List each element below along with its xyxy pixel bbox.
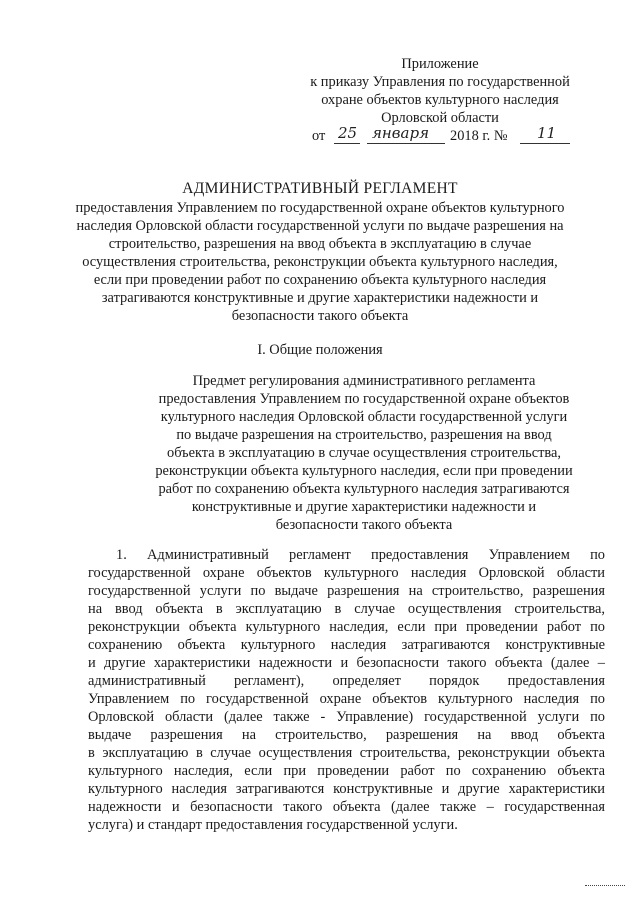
appendix-order-ref: к приказу Управления по государственной [310,74,570,90]
appendix-date-row [312,124,592,147]
paragraph-line: Орловской области (далее также - Управление) государственной услуги по [88,709,605,725]
date-number-underline [520,143,570,144]
paragraph-line: выдаче разрешения на строительство, разрешения на ввод объекта [88,727,605,743]
subject-line: по выдаче разрешения на строительство, разрешения на ввод [176,427,552,443]
date-month-handwritten: января [372,124,430,142]
date-prefix: от [312,128,326,144]
paragraph-line: надежности и безопасности такого объекта (далее также – государственная [88,799,605,815]
date-day-underline [334,143,360,144]
subject-line: объекта в эксплуатацию в случае осуществления строительства, [167,445,561,461]
subject-line: культурного наследия Орловской области государственной услуги [160,409,568,425]
subtitle-line: строительство, разрешения на ввод объекта в эксплуатацию в случае [108,236,532,252]
subject-line: предоставления Управлением по государственной охране объектов [158,391,570,407]
subtitle-line: осуществления строительства, реконструкции объекта культурного наследия, [82,254,558,270]
subtitle-line: наследия Орловской области государственной услуги по выдаче разрешения на [76,218,564,234]
subtitle-line: безопасности такого объекта [231,308,409,324]
date-day-handwritten: 25 [338,124,358,142]
paragraph-line-last: услуга) и стандарт предоставления государственной услуги. [88,817,458,833]
subject-line: конструктивные и другие характеристики надежности и [191,499,537,515]
paragraph-line: сохранению объекта культурного наследия затрагиваются конструктивные [88,637,605,653]
subject-line: работ по сохранению объекта культурного наследия затрагиваются [158,481,570,497]
subtitle-line: предоставления Управлением по государственной охране объектов культурного [75,200,565,216]
paragraph-line: культурного наследия затрагиваются конструктивные и другие характеристики [88,781,605,797]
appendix-region: Орловской области [381,110,499,126]
section-heading: I. Общие положения [257,342,383,358]
paragraph-line: в эксплуатацию в случае осуществления строительства, реконструкции объекта [88,745,605,761]
date-number-handwritten: 11 [537,124,557,142]
paragraph-line: и другие характеристики надежности и безопасности такого объекта (далее – [88,655,605,671]
date-month-underline [367,143,445,144]
paragraph-line: административный регламент), определяет порядок предоставления [88,673,605,689]
paragraph-line: на ввод объекта в эксплуатацию в случае осуществления строительства, [88,601,605,617]
subject-line: безопасности такого объекта [275,517,453,533]
subtitle-line: затрагиваются конструктивные и другие характеристики надежности и [101,290,539,306]
subject-line: Предмет регулирования административного регламента [192,373,536,389]
appendix-title: Приложение [401,56,479,72]
paragraph-line: 1. Административный регламент предоставления Управлением по [116,547,605,563]
paragraph-line: государственной услуги по выдаче разрешения на строительство, разрешения [88,583,605,599]
paragraph-line: Управлением по государственной охране объектов культурного наследия по [88,691,605,707]
paragraph-line: реконструкции объекта культурного наследия, если при проведении работ по [88,619,605,635]
document-title: АДМИНИСТРАТИВНЫЙ РЕГЛАМЕНТ [182,180,458,197]
footer-dotted-line [585,885,625,887]
subtitle-line: если при проведении работ по сохранению объекта культурного наследия [93,272,547,288]
paragraph-line: культурного наследия, если при проведении работ по сохранению объекта [88,763,605,779]
appendix-organization: охране объектов культурного наследия [321,92,559,108]
subject-line: реконструкции объекта культурного наследия, если при проведении [155,463,573,479]
date-year-label: 2018 г. № [450,128,508,144]
paragraph-line: государственной охране объектов культурного наследия Орловской области [88,565,605,581]
